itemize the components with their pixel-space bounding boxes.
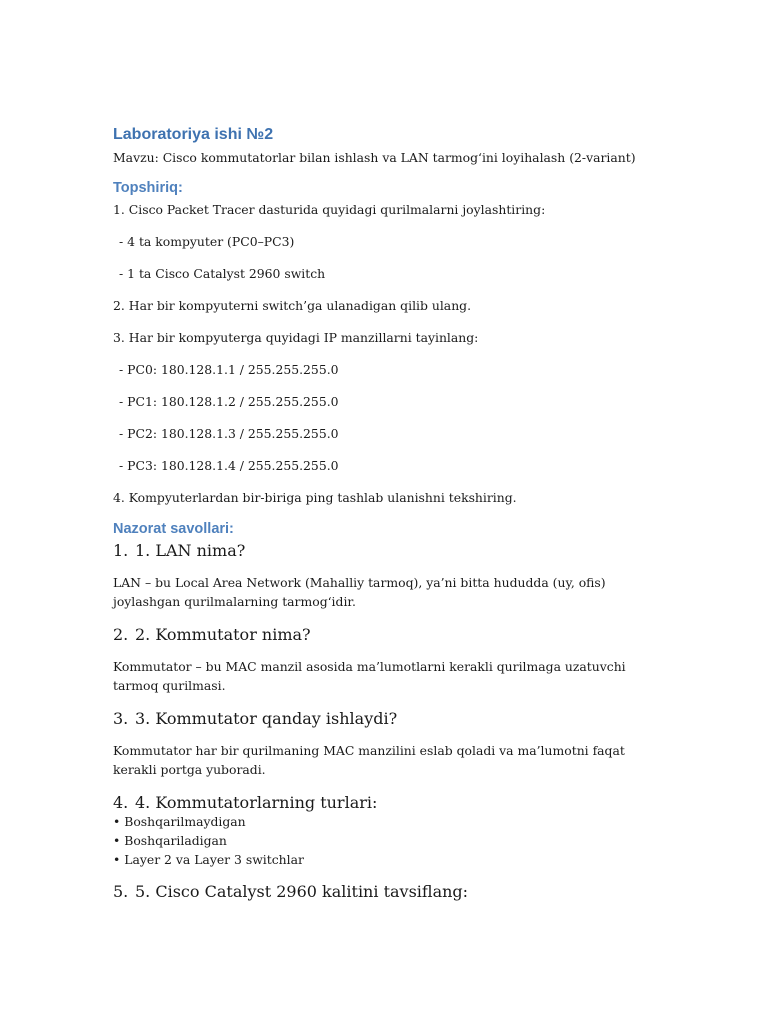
task-line: - PC3: 180.128.1.4 / 255.255.255.0	[119, 458, 339, 473]
switch-types-list	[113, 812, 653, 869]
task-line: - PC0: 180.128.1.1 / 255.255.255.0	[119, 362, 339, 377]
question-number: 5.	[113, 882, 129, 901]
task-line: - 4 ta kompyuter (PC0–PC3)	[119, 234, 295, 249]
answer-text: Kommutator – bu MAC manzil asosida ma’lumotlarni kerakli qurilmaga uzatuvchi tarmoq qurilmasi.	[113, 659, 626, 693]
list-item: • Boshqariladigan	[113, 833, 227, 848]
question-text: 5. Cisco Catalyst 2960 kalitini tavsiflang:	[135, 882, 469, 901]
question-text: 3. Kommutator qanday ishlaydi?	[135, 709, 398, 728]
answer-text: LAN – bu Local Area Network (Mahalliy tarmoq), ya’ni bitta hududda (uy, ofis) joylashgan qurilmalarning tarmog‘idir.	[113, 575, 606, 609]
list-item: • Layer 2 va Layer 3 switchlar	[113, 852, 304, 867]
task-line: - PC2: 180.128.1.3 / 255.255.255.0	[119, 426, 339, 441]
document-subtitle: Mavzu: Cisco kommutatorlar bilan ishlash va LAN tarmog‘ini loyihalash (2-variant)	[113, 150, 636, 165]
document-content	[113, 124, 653, 901]
task-line: 4. Kompyuterlardan bir-biriga ping tashlab ulanishni tekshiring.	[113, 490, 517, 505]
document-title: Laboratoriya ishi №2	[113, 126, 274, 143]
question-item	[113, 625, 653, 644]
questions-heading: Nazorat savollari:	[113, 521, 234, 537]
question-item	[113, 709, 653, 728]
task-line: - 1 ta Cisco Catalyst 2960 switch	[119, 266, 326, 281]
question-text: 2. Kommutator nima?	[135, 625, 311, 644]
task-line: 3. Har bir kompyuterga quyidagi IP manzillarni tayinlang:	[113, 330, 479, 345]
task-line: - PC1: 180.128.1.2 / 255.255.255.0	[119, 394, 339, 409]
question-text: 1. LAN nima?	[135, 541, 246, 560]
question-item	[113, 882, 653, 901]
question-text: 4. Kommutatorlarning turlari:	[135, 793, 378, 812]
question-number: 3.	[113, 709, 129, 728]
task-line: 1. Cisco Packet Tracer dasturida quyidagi qurilmalarni joylashtiring:	[113, 202, 546, 217]
answer-text: Kommutator har bir qurilmaning MAC manzilini eslab qoladi va ma’lumotni faqat kerakli portga yuboradi.	[113, 743, 625, 777]
task-line: 2. Har bir kompyuterni switch’ga ulanadigan qilib ulang.	[113, 298, 472, 313]
question-item	[113, 541, 653, 560]
list-item: • Boshqarilmaydigan	[113, 814, 246, 829]
question-number: 4.	[113, 793, 129, 812]
task-heading: Topshiriq:	[113, 180, 183, 196]
question-number: 1.	[113, 541, 129, 560]
question-number: 2.	[113, 625, 129, 644]
question-item	[113, 793, 653, 812]
